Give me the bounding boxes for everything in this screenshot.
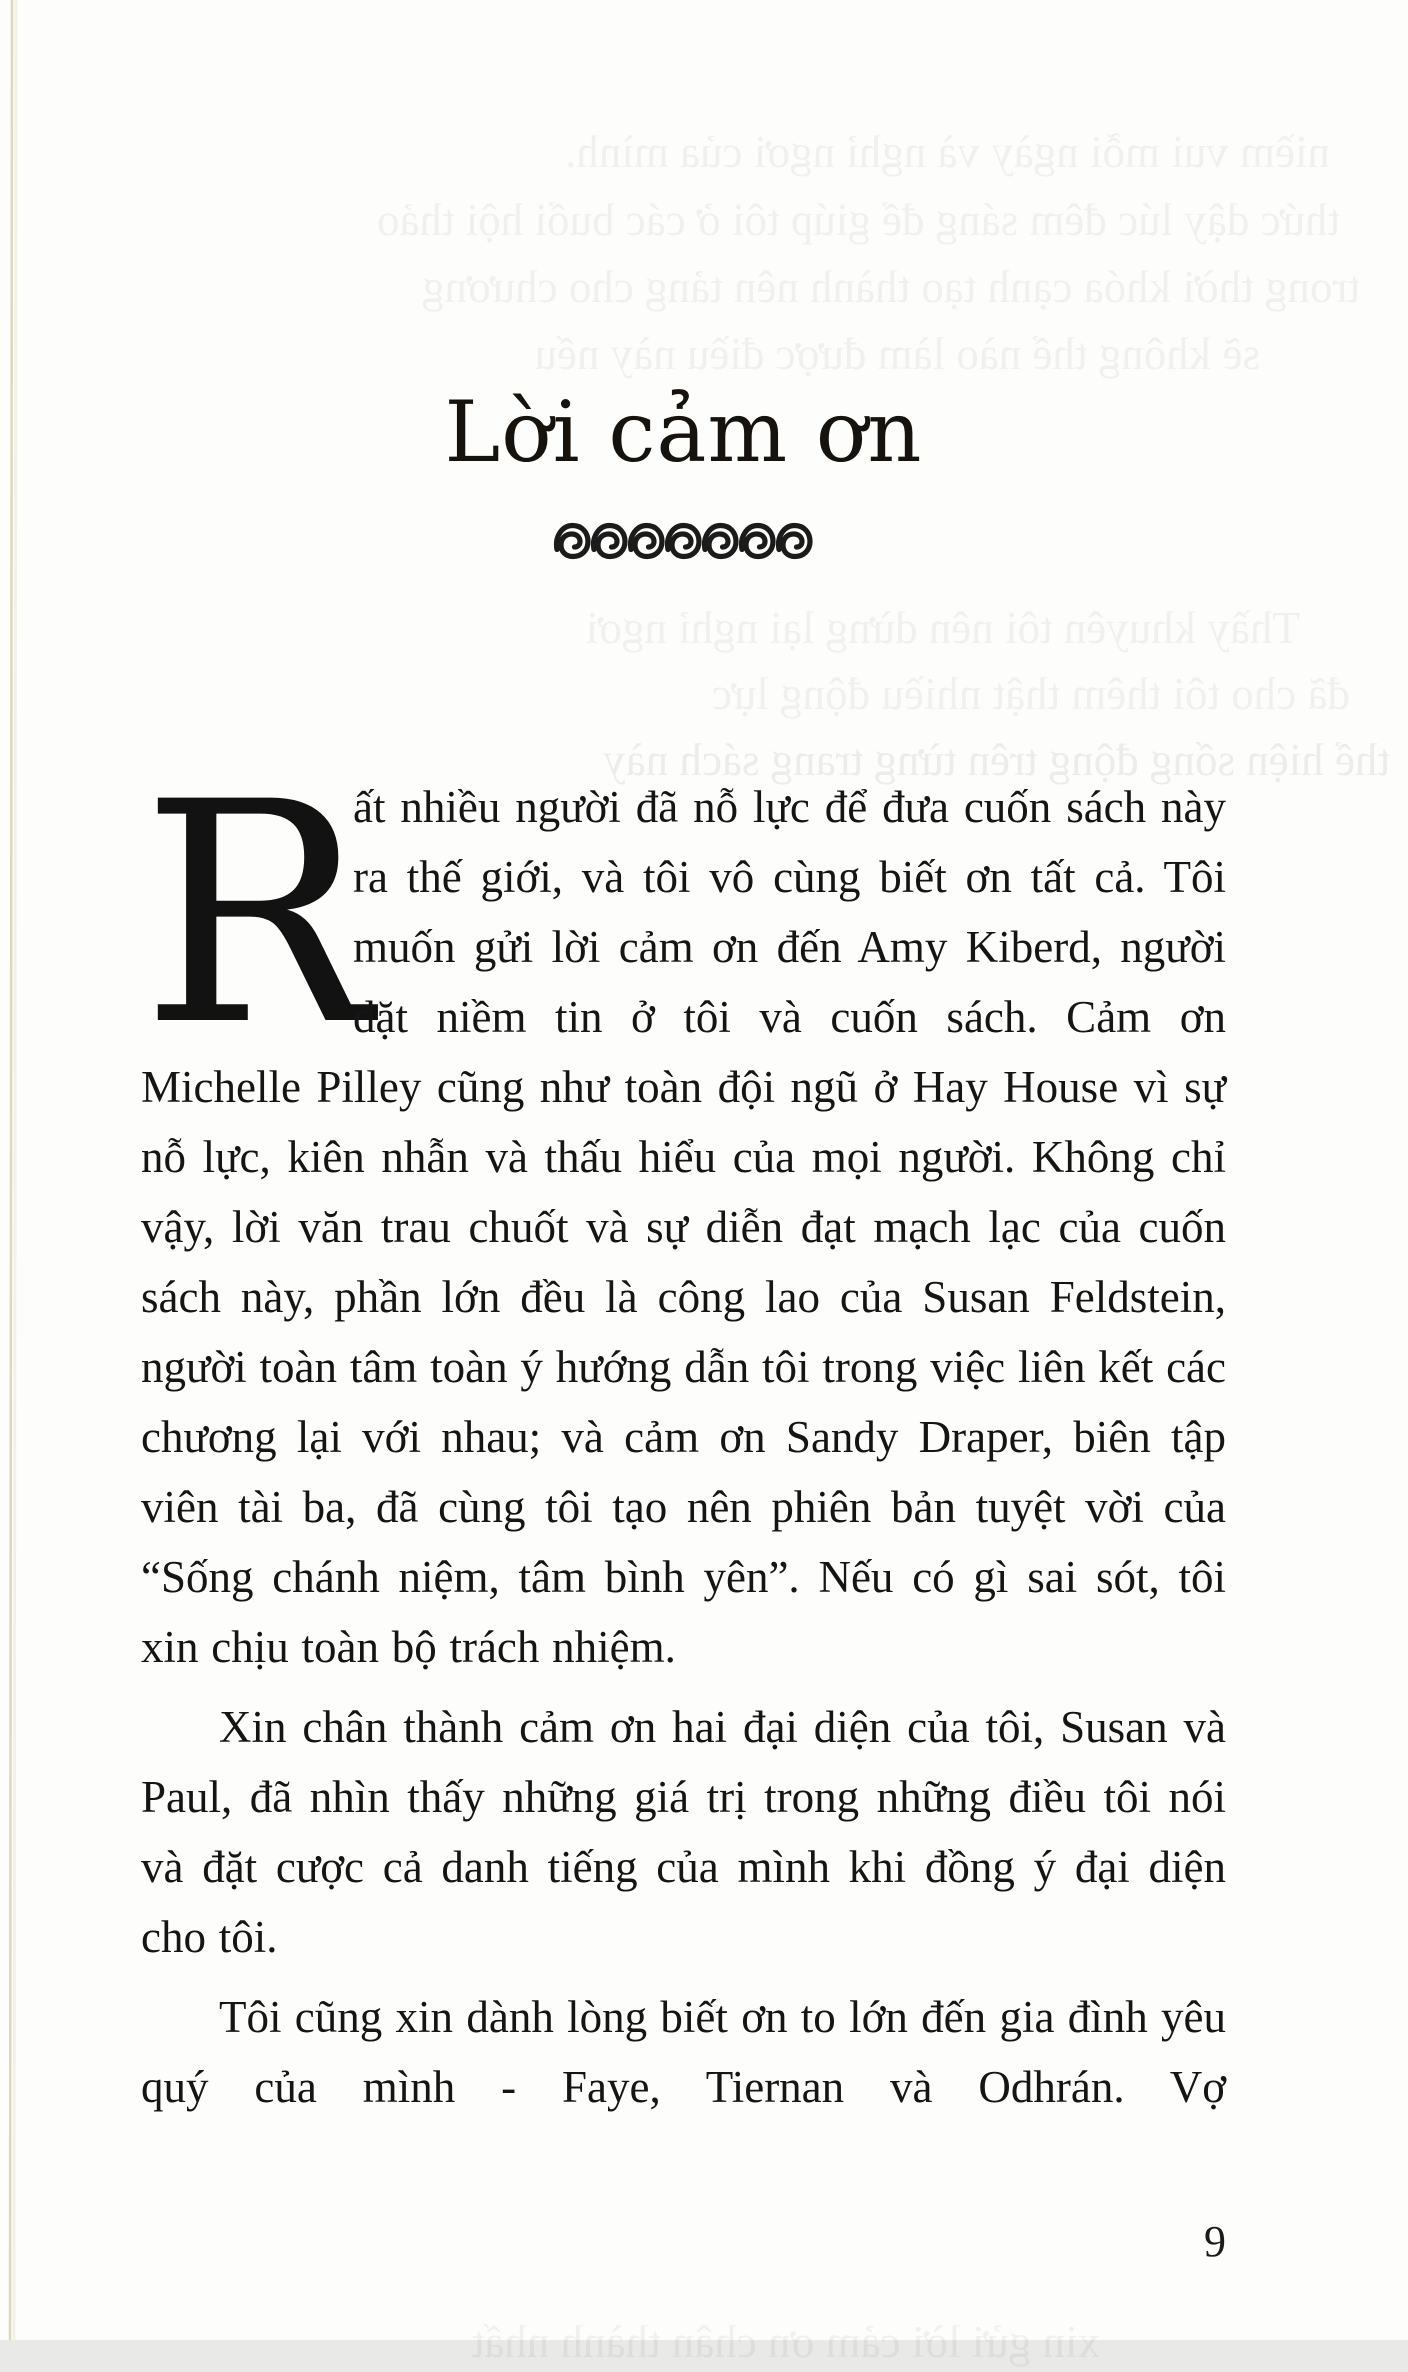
paragraph-3: Tôi cũng xin dành lòng biết ơn to lớn đến gia đình yêu quý của mình - Faye, Tiernan và Odhrán. Vợ <box>141 1992 1226 2112</box>
chapter-ornament <box>141 520 1226 567</box>
paragraph-2: Xin chân thành cảm ơn hai đại diện của tôi, Susan và Paul, đã nhìn thấy những giá trị trong những điều tôi nói và đặt cược cả danh tiếng của mình khi đồng ý đại diện cho tôi. <box>141 1702 1226 1962</box>
dropcap-letter: R <box>141 737 371 1092</box>
ghost-text-line: trong thời khóa cạnh tạo thành nên tảng cho chương <box>422 262 1360 312</box>
spiral-wave-divider-icon <box>553 520 815 562</box>
ghost-text-line: thể hiện sống động trên từng trang sách này <box>603 735 1390 785</box>
ghost-text-line: đã cho tôi thêm thật nhiều động lực <box>712 669 1350 719</box>
ghost-text-line: sẽ không thể nào làm được điều này nếu <box>534 329 1260 379</box>
paragraph-1-text: ất nhiều người đã nỗ lực để đưa cuốn sách này ra thế giới, và tôi vô cùng biết ơn tất cả. Tôi muốn gửi lời cảm ơn đến Amy Kiberd, người đặt niềm tin ở tôi và cuốn sách. Cảm ơn Michelle Pilley cũng như toàn đội ngũ ở Hay House vì sự nỗ lực, kiên nhẫn và thấu hiểu của mọi người. Không chỉ vậy, lời văn trau chuốt và sự diễn đạt mạch lạc của cuốn sách này, phần lớn đều là công lao của Susan Feldstein, người toàn tâm toàn ý hướng dẫn tôi trong việc liên kết các chương lại với nhau; và cảm ơn Sandy Draper, biên tập viên tài ba, đã cùng tôi tạo nên phiên bản tuyệt vời của “Sống chánh niệm, tâm bình yên”. Nếu có gì sai sót, tôi xin chịu toàn bộ trách nhiệm. <box>141 782 1226 1672</box>
ghost-text-line: xin gửi lời cảm ơn chân thành nhất <box>471 2317 1100 2367</box>
page-number: 9 <box>1204 2217 1226 2266</box>
ghost-text-line: thức dậy lúc đêm sáng để giúp tôi ở các buổi hội thảo <box>377 195 1340 245</box>
ghost-text-line: niềm vui mỗi ngày và nghỉ ngơi của mình. <box>565 127 1330 177</box>
ghost-text-line: Thầy khuyên tôi nên dừng lại nghỉ ngơi <box>585 603 1300 653</box>
chapter-title: Lời cảm ơn <box>444 383 923 481</box>
